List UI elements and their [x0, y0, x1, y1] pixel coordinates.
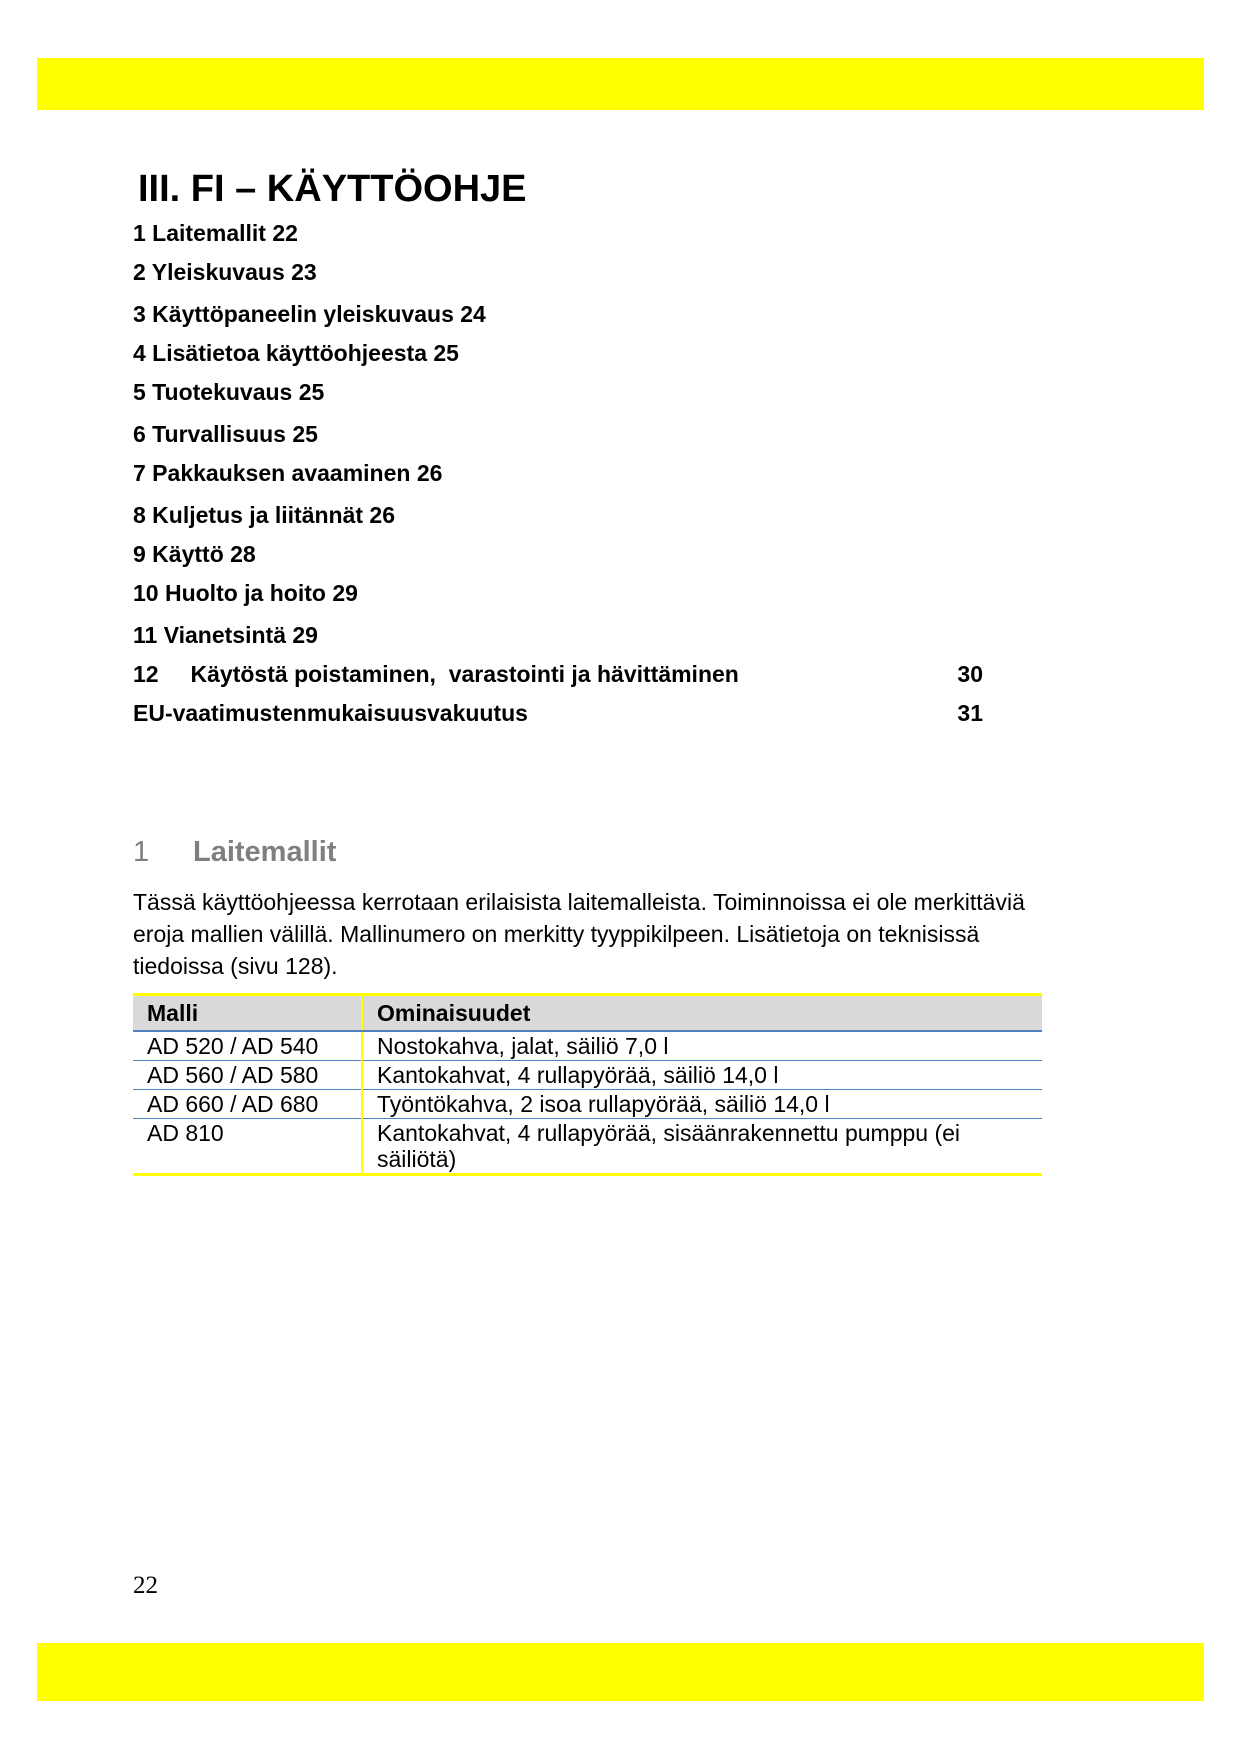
page-number: 22 — [133, 1572, 158, 1599]
table-cell-features: Kantokahvat, 4 rullapyörää, säiliö 14,0 l — [362, 1061, 1042, 1090]
section-body-text: Tässä käyttöohjeessa kerrotaan erilaisista laitemalleista. Toiminnoissa ei ole merkittäviä eroja mallien välillä. Mallinumero on merkitty tyyppikilpeen. Lisätietoja on teknisissä tiedoissa (sivu 128). — [133, 889, 1025, 979]
bottom-yellow-band — [37, 1643, 1204, 1701]
toc-page-number: 31 — [957, 700, 983, 726]
table-cell-features: Työntökahva, 2 isoa rullapyörää, säiliö 14,0 l — [362, 1090, 1042, 1119]
toc-entry[interactable]: 6 Turvallisuus 25 — [133, 421, 318, 447]
table-cell-features: Kantokahvat, 4 rullapyörää, sisäänrakennettu pumppu (ei säiliötä) — [362, 1119, 1042, 1175]
toc-entry[interactable]: 10 Huolto ja hoito 29 — [133, 580, 358, 606]
section-heading — [133, 836, 336, 869]
table-cell-model: AD 660 / AD 680 — [133, 1090, 362, 1119]
section-title: Laitemallit — [193, 836, 337, 868]
toc-page-number: 30 — [957, 661, 983, 687]
toc-entry[interactable]: 5 Tuotekuvaus 25 — [133, 379, 325, 405]
table-row — [133, 1119, 1042, 1175]
table-header-row — [133, 995, 1042, 1032]
table-cell-model: AD 560 / AD 580 — [133, 1061, 362, 1090]
table-cell-model: AD 520 / AD 540 — [133, 1031, 362, 1061]
column-header-features: Ominaisuudet — [362, 995, 1042, 1032]
table-row — [133, 1031, 1042, 1061]
models-table — [133, 993, 1042, 1176]
table-cell-features: Nostokahva, jalat, säiliö 7,0 l — [362, 1031, 1042, 1061]
table-cell-model: AD 810 — [133, 1119, 362, 1175]
toc-entry[interactable]: 7 Pakkauksen avaaminen 26 — [133, 460, 443, 486]
toc-entry[interactable]: 9 Käyttö 28 — [133, 541, 256, 567]
top-yellow-band — [37, 58, 1204, 110]
table-row — [133, 1090, 1042, 1119]
page-title: III. FI – KÄYTTÖOHJE — [138, 168, 527, 210]
toc-entry[interactable]: 1 Laitemallit 22 — [133, 220, 298, 246]
toc-entry[interactable]: 8 Kuljetus ja liitännät 26 — [133, 502, 396, 528]
toc-entry[interactable]: EU-vaatimustenmukaisuusvakuutus 31 — [133, 700, 983, 726]
toc-entry[interactable]: 3 Käyttöpaneelin yleiskuvaus 24 — [133, 301, 486, 327]
toc-entry[interactable]: 2 Yleiskuvaus 23 — [133, 259, 317, 285]
toc-entry[interactable]: 11 Vianetsintä 29 — [133, 622, 318, 648]
toc-entry[interactable]: 12 Käytöstä poistaminen, varastointi ja hävittäminen 30 — [133, 661, 983, 687]
column-header-model: Malli — [133, 995, 362, 1032]
table-row — [133, 1061, 1042, 1090]
section-number: 1 — [133, 836, 150, 868]
toc-entry[interactable]: 4 Lisätietoa käyttöohjeesta 25 — [133, 340, 459, 366]
